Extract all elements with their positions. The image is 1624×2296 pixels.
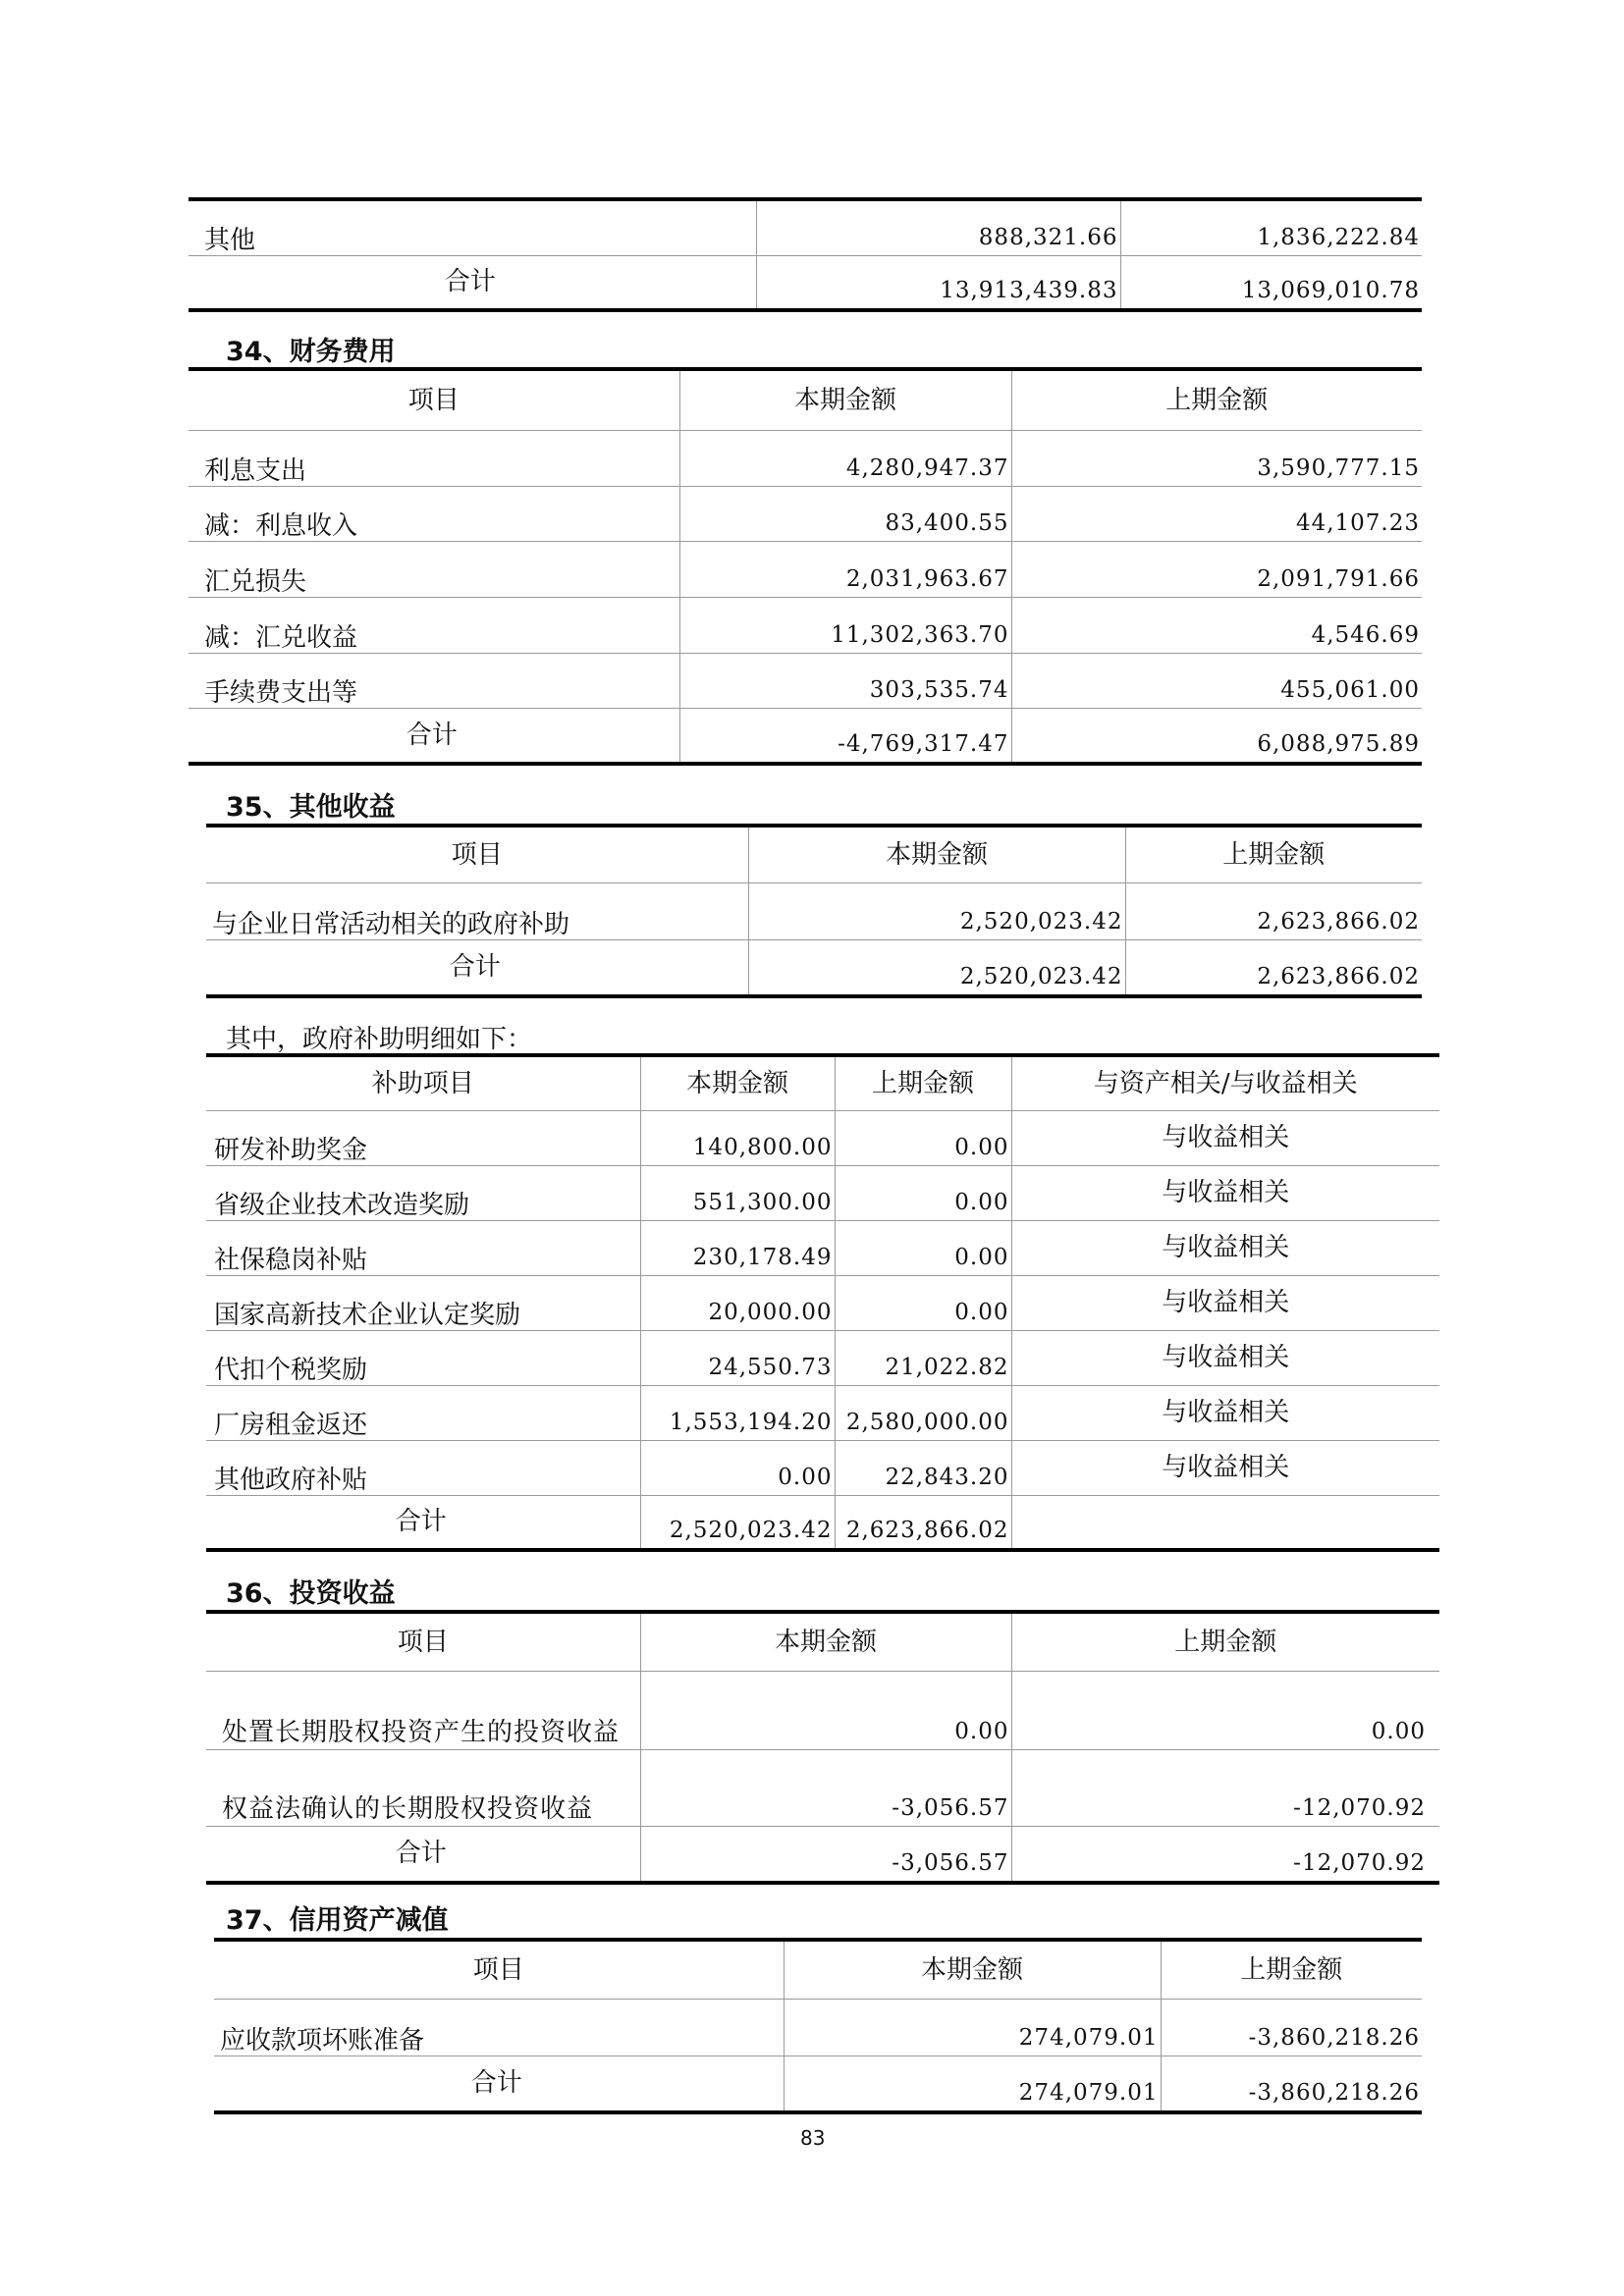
subsidy-note: 其中，政府补助明细如下： [226,1025,533,1054]
row-label: 省级企业技术改造奖励 [214,1190,470,1220]
current-value: 0.00 [640,1440,835,1495]
current-value: 4,280,947.37 [679,430,1011,486]
total-label: 合计 [444,267,496,297]
current-value: 13,913,439.83 [756,255,1120,310]
relation-value: 与收益相关 [1011,1330,1439,1385]
row-label: 应收款项坏账准备 [220,2025,425,2056]
prior-value: 0.00 [835,1110,1011,1165]
current-value: 274,079.01 [784,2056,1161,2112]
current-value: 140,800.00 [640,1110,835,1165]
current-value: 11,302,363.70 [679,597,1011,653]
total-label: 合计 [449,952,501,983]
prior-value: 0.00 [835,1165,1011,1220]
header-prior: 上期金额 [835,1055,1011,1110]
table-36 [206,1610,1439,1885]
prior-value: 2,623,866.02 [835,1495,1011,1550]
header-current: 本期金额 [640,1612,1011,1671]
row-label: 手续费支出等 [204,677,358,708]
current-value: 83,400.55 [679,486,1011,541]
current-value: 303,535.74 [679,653,1011,708]
current-value: 24,550.73 [640,1330,835,1385]
header-prior: 上期金额 [1011,369,1422,430]
prior-value: -3,860,218.26 [1161,1999,1422,2056]
row-label: 处置长期股权投资产生的投资收益 [222,1717,621,1747]
prior-value: 0.00 [835,1275,1011,1330]
current-value: -4,769,317.47 [679,708,1011,764]
header-item: 项目 [407,385,460,415]
header-current: 本期金额 [784,1940,1161,1999]
prior-value: 22,843.20 [835,1440,1011,1495]
current-value: 230,178.49 [640,1220,835,1275]
prior-value: -12,070.92 [1011,1826,1439,1883]
total-label: 合计 [395,1507,447,1537]
current-value: 551,300.00 [640,1165,835,1220]
total-label: 合计 [406,720,458,750]
header-prior: 上期金额 [1011,1612,1439,1671]
row-label: 减：汇兑收益 [204,622,358,653]
prior-value: 2,623,866.02 [1125,939,1422,996]
current-value: -3,056.57 [640,1826,1011,1883]
table-37 [214,1938,1422,2114]
table-34 [189,367,1422,766]
header-item: 项目 [472,1954,524,1985]
current-value: 1,553,194.20 [640,1385,835,1440]
relation-value [1011,1495,1439,1550]
relation-value: 与收益相关 [1011,1385,1439,1440]
header-relation: 与资产相关/与收益相关 [1011,1055,1439,1110]
row-label: 汇兑损失 [204,566,307,597]
relation-value: 与收益相关 [1011,1220,1439,1275]
current-value: 2,520,023.42 [748,939,1125,996]
row-label: 利息支出 [204,455,307,486]
current-value: 2,520,023.42 [640,1495,835,1550]
row-label: 社保稳岗补贴 [214,1245,368,1275]
top-table [189,197,1422,312]
header-current: 本期金额 [640,1055,835,1110]
row-label: 减：利息收入 [204,510,358,541]
total-label: 合计 [395,1839,447,1869]
current-value: -3,056.57 [640,1749,1011,1826]
row-label: 代扣个税奖励 [214,1355,368,1385]
row-label: 厂房租金返还 [214,1410,368,1440]
header-current: 本期金额 [679,369,1011,430]
prior-value: 3,590,777.15 [1011,430,1422,486]
subsidy-table [206,1053,1439,1552]
current-value: 274,079.01 [784,1999,1161,2056]
row-label: 研发补助奖金 [214,1135,368,1165]
section-title-37: 37、信用资产减值 [226,1905,449,1936]
header-subsidy-item: 补助项目 [371,1068,474,1098]
row-label: 与企业日常活动相关的政府补助 [212,909,570,939]
prior-value: 2,091,791.66 [1011,541,1422,597]
prior-value: 21,022.82 [835,1330,1011,1385]
header-prior: 上期金额 [1125,826,1422,882]
prior-value: 2,580,000.00 [835,1385,1011,1440]
row-label: 其他 [204,225,256,255]
current-value: 0.00 [640,1671,1011,1749]
prior-value: 1,836,222.84 [1120,199,1422,255]
row-label: 国家高新技术企业认定奖励 [214,1300,521,1330]
prior-value: 2,623,866.02 [1125,882,1422,939]
prior-value: 6,088,975.89 [1011,708,1422,764]
relation-value: 与收益相关 [1011,1110,1439,1165]
header-current: 本期金额 [748,826,1125,882]
header-prior: 上期金额 [1161,1940,1422,1999]
prior-value: -12,070.92 [1011,1749,1439,1826]
prior-value: 4,546.69 [1011,597,1422,653]
table-35 [206,824,1422,998]
section-title-34: 34、财务费用 [226,337,396,367]
current-value: 20,000.00 [640,1275,835,1330]
header-item: 项目 [397,1627,449,1657]
row-label: 权益法确认的长期股权投资收益 [222,1793,594,1824]
row-label: 其他政府补贴 [214,1465,368,1495]
prior-value: -3,860,218.26 [1161,2056,1422,2112]
relation-value: 与收益相关 [1011,1275,1439,1330]
prior-value: 13,069,010.78 [1120,255,1422,310]
section-title-35: 35、其他收益 [226,792,396,823]
total-label: 合计 [470,2068,522,2099]
current-value: 888,321.66 [756,199,1120,255]
prior-value: 0.00 [1011,1671,1439,1749]
current-value: 2,520,023.42 [748,882,1125,939]
current-value: 2,031,963.67 [679,541,1011,597]
relation-value: 与收益相关 [1011,1440,1439,1495]
prior-value: 0.00 [835,1220,1011,1275]
prior-value: 44,107.23 [1011,486,1422,541]
section-title-36: 36、投资收益 [226,1578,396,1609]
relation-value: 与收益相关 [1011,1165,1439,1220]
header-item: 项目 [451,839,503,870]
page-number: 83 [800,2126,826,2150]
prior-value: 455,061.00 [1011,653,1422,708]
